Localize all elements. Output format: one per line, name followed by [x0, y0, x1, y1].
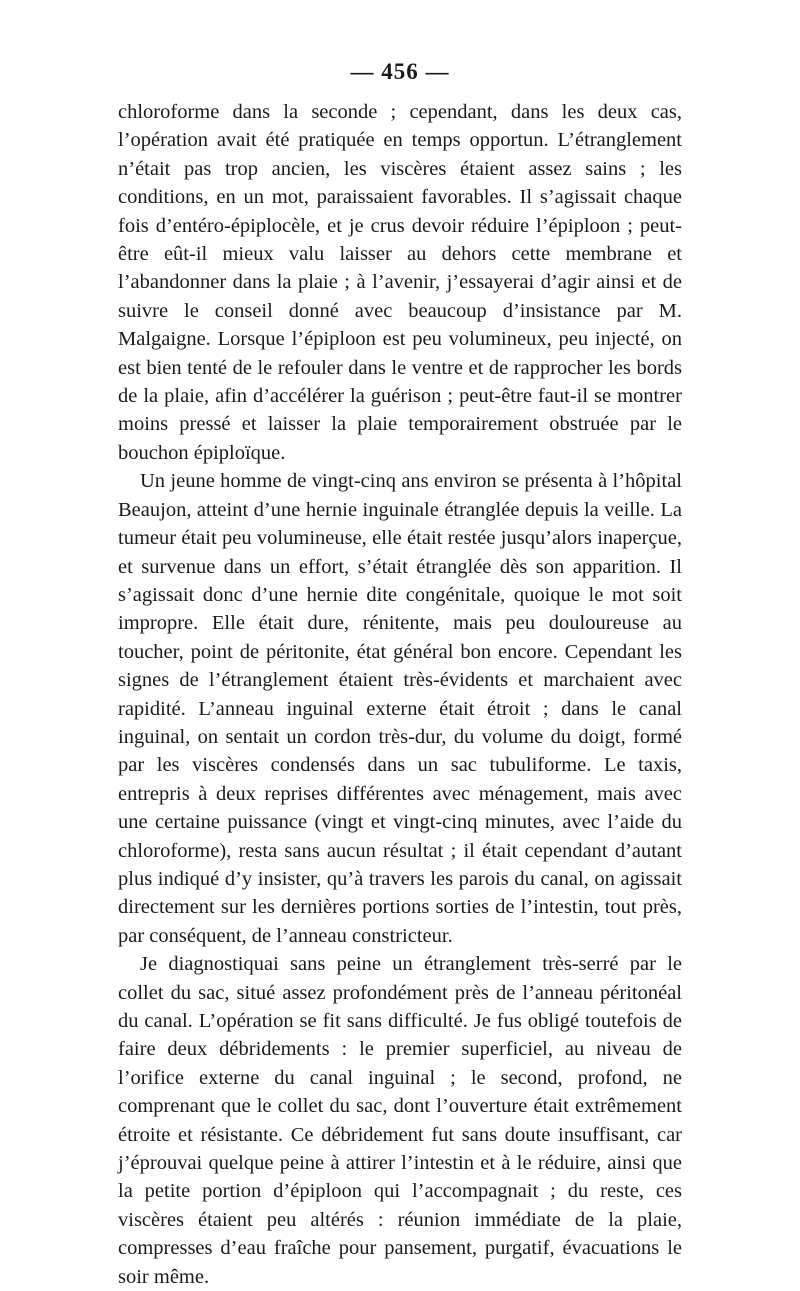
body-text	[118, 98, 682, 1291]
page-number: — 456 —	[350, 59, 450, 84]
paragraph-continuation: chloroforme dans la seconde ; cependant, dans les deux cas, l’opération avait été pratiquée en temps opportun. L’étranglement n’était pas trop ancien, les viscères étaient assez sains ; les conditions, en un mot, paraissaient favorables. Il s’agissait chaque fois d’entéro-épiplocèle, et je crus devoir réduire l’épiploon ; peut-être eût-il mieux valu laisser au dehors cette membrane et l’abandonner dans la plaie ; à l’avenir, j’essayerai d’agir ainsi et de suivre le conseil donné avec beaucoup d’insistance par M. Malgaigne. Lorsque l’épiploon est peu volumineux, peu injecté, on est bien tenté de le refouler dans le ventre et de rapprocher les bords de la plaie, afin d’accélérer la guérison ; peut-être faut-il se montrer moins pressé et laisser la plaie temporairement obstruée par le bouchon épiploïque.	[118, 101, 682, 464]
paragraph-operation: Je diagnostiquai sans peine un étranglement très-serré par le collet du sac, situé assez profondément près de l’anneau péritonéal du canal. L’opération se fit sans difficulté. Je fus obligé toutefois de faire deux débridements : le premier superficiel, au niveau de l’orifice externe du canal inguinal ; le second, profond, ne comprenant que le collet du sac, dont l’ouverture était extrêmement étroite et résistante. Ce débridement fut sans doute insuffisant, car j’éprouvai quelque peine à attirer l’intestin et à le réduire, ainsi que la petite portion d’épiploon qui l’accompagnait ; du reste, ces viscères étaient peu altérés : réunion immédiate de la plaie, compresses d’eau fraîche pour pansement, purgatif, évacuations le soir même.	[118, 953, 682, 1288]
paragraph-case-report: Un jeune homme de vingt-cinq ans environ se présenta à l’hôpital Beaujon, atteint d’une hernie inguinale étranglée depuis la veille. La tumeur était peu volumineuse, elle était restée jusqu’alors inaperçue, et survenue dans un effort, s’était étranglée dès son apparition. Il s’agissait donc d’une hernie dite congénitale, quoique le mot soit impropre. Elle était dure, rénitente, mais peu douloureuse au toucher, point de péritonite, état général bon encore. Cependant les signes de l’étranglement étaient très-évidents et marchaient avec rapidité. L’anneau inguinal externe était étroit ; dans le canal inguinal, on sentait un cordon très-dur, du volume du doigt, formé par les viscères condensés dans un sac tubuliforme. Le taxis, entrepris à deux reprises différentes avec ménagement, mais avec une certaine puissance (vingt et vingt-cinq minutes, avec l’aide du chloroforme), resta sans aucun résultat ; il était cependant d’autant plus indiqué d’y insister, qu’à travers les parois du canal, on agissait directement sur les dernières portions sorties de l’intestin, tout près, par conséquent, de l’anneau constricteur.	[118, 470, 682, 947]
